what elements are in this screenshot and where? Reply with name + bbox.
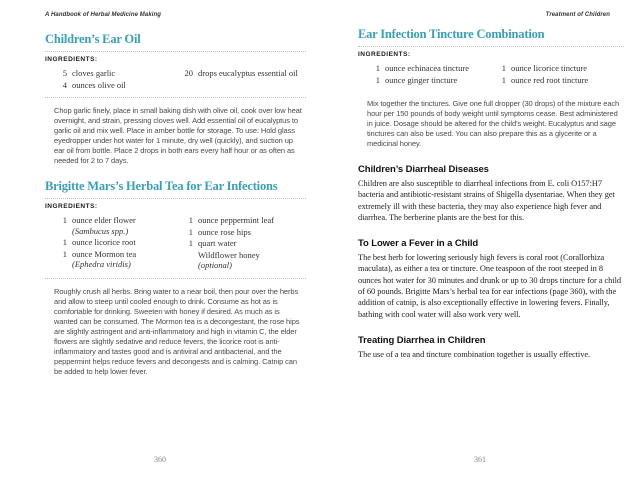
ingredients-label: INGREDIENTS: bbox=[358, 51, 411, 58]
ingredients-label: INGREDIENTS: bbox=[45, 56, 98, 63]
ingredient-item bbox=[53, 215, 175, 236]
ingredient-item bbox=[179, 238, 306, 249]
running-head-right: Treatment of Children bbox=[545, 12, 610, 18]
ingredients-column-2 bbox=[179, 215, 306, 272]
ingredients-list bbox=[53, 215, 306, 272]
ingredient-name: ounce Mormon tea (Ephedra viridis) bbox=[72, 249, 175, 270]
ingredients-column-1 bbox=[53, 215, 175, 272]
ingredients-column-1 bbox=[366, 63, 488, 86]
ingredient-name: quart water bbox=[198, 238, 237, 248]
recipe-title: Children’s Ear Oil bbox=[45, 32, 141, 46]
section-heading: Children’s Diarrheal Diseases bbox=[358, 164, 489, 175]
ingredient-name: ounce peppermint leaf bbox=[198, 215, 274, 225]
ingredient-item bbox=[179, 215, 306, 226]
ingredient-name: ounce licorice root bbox=[72, 237, 136, 247]
recipe-instructions: Roughly crush all herbs. Bring water to a near boil, then pour over the herbs and allow to steep until cooled enough to drink. Consume as hot as is comfortable for drinking. Sweeten with honey if desired. As much as is wanted can be consumed. The Mormon tea is a decongestant, the rose hips are slightly astringent and anti-inflammatory and high in vitamin C, the elder flowers are slightly sedative and reduce fevers, the licorice root is anti-inflammatory and tastes good and is antiviral and antibacterial, and the peppermint helps reduce fevers and decongests and is calming. Catnip can be added to help lower fever. bbox=[54, 286, 300, 376]
page-number-left: 360 bbox=[154, 455, 166, 464]
recipe-ear-infection-tincture-combination bbox=[358, 27, 624, 149]
section-heading: To Lower a Fever in a Child bbox=[358, 238, 479, 250]
ingredient-item bbox=[366, 63, 488, 74]
dotted-divider bbox=[45, 278, 306, 279]
ingredient-note: (Sambucus spp.) bbox=[72, 225, 129, 236]
page-right bbox=[320, 0, 640, 480]
ingredient-name: ounces olive oil bbox=[72, 79, 126, 90]
dotted-divider bbox=[358, 46, 624, 47]
recipe-herbal-tea-for-ear-infections bbox=[45, 179, 306, 377]
ingredient-note: (optional) bbox=[198, 260, 232, 270]
ingredient-note: (Ephedra viridis) bbox=[72, 259, 131, 269]
section-body: The best herb for lowering seriously high fevers is coral root (Corallorhiza maculata), as either a tea or tincture. One teaspoon of the root steeped in 8 ounces hot water for 30 minutes and drunk or up to 30 drops tincture for a child of 60 pounds. Brigitte Mars’s herbal tea for ear infections (page 360), with the addition of catnip, is also exceptionally effective in lowering fevers. Finally, bathing with cool water will also work very well. bbox=[358, 253, 622, 319]
ingredient-qty: 1 bbox=[501, 63, 506, 73]
ingredient-qty: 5 bbox=[62, 68, 67, 78]
ingredient-item bbox=[179, 250, 306, 271]
ingredient-item bbox=[53, 68, 175, 79]
ingredient-qty: 20 bbox=[184, 68, 193, 78]
ingredient-qty: 1 bbox=[62, 248, 67, 259]
ingredient-qty: 4 bbox=[62, 79, 67, 90]
ingredient-name: ounce rose hips bbox=[198, 226, 251, 237]
ingredients-column-2 bbox=[492, 63, 624, 86]
ingredient-qty: 1 bbox=[188, 215, 193, 225]
ingredient-item bbox=[366, 75, 488, 86]
ingredient-qty: 1 bbox=[501, 74, 506, 85]
ingredient-name: ounce red root tincture bbox=[511, 74, 589, 85]
recipe-title: Brigitte Mars’s Herbal Tea for Ear Infections bbox=[45, 179, 278, 193]
ingredient-qty: 1 bbox=[188, 238, 193, 248]
ingredient-qty bbox=[179, 250, 193, 271]
ingredient-name: ounce elder flower (Sambucus spp.) bbox=[72, 215, 175, 236]
ingredient-name: ounce licorice tincture bbox=[511, 63, 587, 73]
ingredient-qty: 1 bbox=[375, 74, 380, 85]
ingredient-qty: 1 bbox=[188, 226, 193, 237]
recipe-instructions: Mix together the tinctures. Give one full dropper (30 drops) of the mixture each hour per 150 pounds of body weight until symptoms cease. Best administered in juice. Dosage should be altered for the child’s weight. Eucalyptus and sage tinctures can also be used. You can also prepare this as a glycerite or a medicinal honey. bbox=[367, 99, 620, 148]
section-body: The use of a tea and tincture combination together is usually effective. bbox=[358, 349, 591, 359]
ingredients-list bbox=[366, 63, 624, 86]
dotted-divider bbox=[45, 198, 306, 199]
ingredient-item bbox=[53, 249, 175, 270]
ingredients-column-1 bbox=[53, 68, 175, 91]
ingredient-name: cloves garlic bbox=[72, 68, 116, 78]
ingredient-item bbox=[492, 63, 624, 74]
ingredients-label: INGREDIENTS: bbox=[45, 203, 98, 210]
subsection-to-lower-a-fever bbox=[358, 238, 624, 320]
page-number-right: 361 bbox=[474, 455, 486, 464]
ingredient-item bbox=[179, 227, 306, 238]
ingredient-item bbox=[492, 75, 624, 86]
ingredient-item bbox=[53, 237, 175, 248]
subsection-childrens-diarrheal-diseases bbox=[358, 164, 624, 223]
ingredient-name: ounce echinacea tincture bbox=[385, 63, 470, 73]
ingredient-qty: 1 bbox=[375, 63, 380, 73]
recipe-instructions: Chop garlic finely, place in small baking dish with olive oil, cook over low heat overnight, and strain, pressing cloves well. Add essential oil of eucalyptus to garlic oil and mix well. Place in amber bottle for storage. To use: Hold glass eyedropper under hot water for 1 minute, dry well (quickly), and suction up ear oil from bottle. Place 2 drops in both ears every half hour or as often as needed for 2 to 7 days. bbox=[54, 106, 302, 165]
ingredients-list bbox=[53, 68, 306, 91]
dotted-divider bbox=[45, 97, 306, 98]
ingredient-name: Wildflower honey (optional) bbox=[198, 250, 306, 271]
section-body: Children are also susceptible to diarrheal infections from E. coli O157:H7 bacteria and antibiotic-resistant strains of Shigella dysentariae. When they get extremely ill with these bacteria, they may also experience high fever and diarrhea. The berberine plants are the best for this. bbox=[358, 179, 615, 222]
section-heading: Treating Diarrhea in Children bbox=[358, 334, 486, 346]
recipe-childrens-ear-oil bbox=[45, 32, 306, 166]
ingredients-column-2 bbox=[179, 68, 306, 91]
dotted-divider bbox=[45, 51, 306, 52]
ingredient-item bbox=[53, 80, 175, 91]
ingredient-name: ounce ginger tincture bbox=[385, 74, 458, 85]
running-head-left: A Handbook of Herbal Medicine Making bbox=[45, 12, 162, 18]
ingredient-name: drops eucalyptus essential oil bbox=[198, 68, 298, 78]
ingredient-item bbox=[179, 68, 306, 79]
ingredient-qty: 1 bbox=[62, 237, 67, 247]
ingredient-qty: 1 bbox=[62, 215, 67, 225]
recipe-title: Ear Infection Tincture Combination bbox=[358, 27, 545, 41]
subsection-treating-diarrhea bbox=[358, 335, 624, 360]
